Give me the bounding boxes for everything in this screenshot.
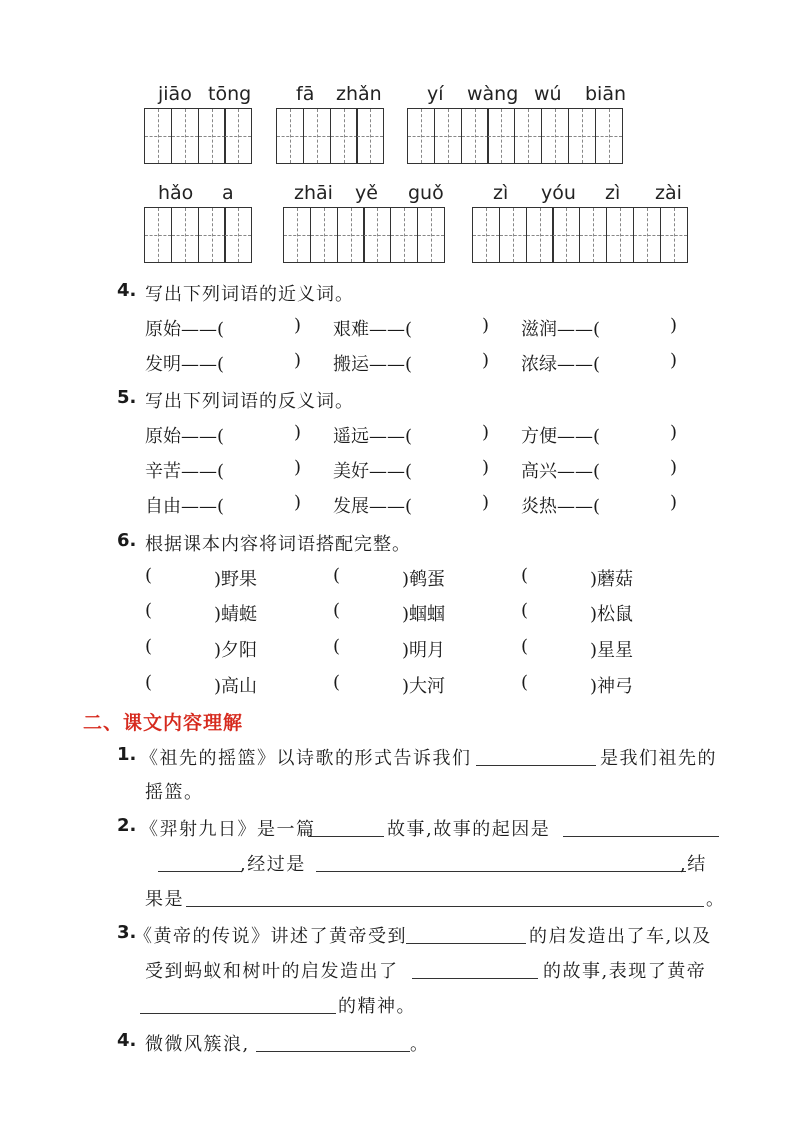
close-paren: ) — [670, 315, 678, 336]
question-text: 写出下列词语的反义词。 — [145, 391, 354, 412]
question-text: 《黄帝的传说》讲述了黄帝受到 — [134, 926, 407, 947]
close-paren: ) — [294, 457, 302, 478]
pinyin: a — [222, 182, 234, 204]
open-paren: ( — [145, 636, 153, 657]
match-word: )夕阳 — [214, 640, 258, 661]
open-paren: ( — [145, 565, 153, 586]
close-paren: ) — [294, 315, 302, 336]
pinyin: zì — [493, 182, 509, 204]
question-text: 。 — [706, 889, 726, 910]
question-number: 6. — [117, 530, 137, 551]
question-text: 《羿射九日》是一篇 — [140, 819, 316, 840]
answer-blank[interactable] — [186, 885, 704, 907]
question-text: 《祖先的摇篮》以诗歌的形式告诉我们 — [140, 748, 472, 769]
question-text: ,结 — [680, 854, 707, 875]
word-prompt: 搬运——( — [333, 354, 413, 375]
word-prompt: 高兴——( — [521, 461, 601, 482]
question-text: ,经过是 — [240, 854, 306, 875]
word-prompt: 美好——( — [333, 461, 413, 482]
open-paren: ( — [521, 600, 529, 621]
question-text: 根据课本内容将词语搭配完整。 — [145, 534, 411, 555]
open-paren: ( — [145, 672, 153, 693]
pinyin: zhāi — [294, 182, 333, 204]
question-number: 4. — [117, 280, 137, 301]
close-paren: ) — [670, 492, 678, 513]
match-word: )神弓 — [590, 676, 634, 697]
answer-blank[interactable] — [158, 850, 242, 872]
close-paren: ) — [294, 422, 302, 443]
writing-grid[interactable] — [472, 207, 687, 263]
close-paren: ) — [482, 350, 490, 371]
answer-blank[interactable] — [412, 957, 538, 979]
question-number: 3. — [117, 922, 137, 943]
word-prompt: 艰难——( — [333, 319, 413, 340]
question-text: 微微风簇浪, — [145, 1034, 250, 1055]
open-paren: ( — [333, 600, 341, 621]
match-word: )明月 — [402, 640, 446, 661]
match-word: )大河 — [402, 676, 446, 697]
close-paren: ) — [482, 422, 490, 443]
word-prompt: 炎热——( — [521, 496, 601, 517]
word-prompt: 发展——( — [333, 496, 413, 517]
answer-blank[interactable] — [256, 1030, 410, 1052]
close-paren: ) — [294, 492, 302, 513]
writing-grid[interactable] — [144, 207, 251, 263]
word-prompt: 发明——( — [145, 354, 225, 375]
question-number: 4. — [117, 1030, 137, 1051]
open-paren: ( — [333, 565, 341, 586]
answer-blank[interactable] — [406, 922, 526, 944]
match-word: )松鼠 — [590, 604, 634, 625]
pinyin: zhǎn — [336, 83, 382, 105]
answer-blank[interactable] — [140, 992, 336, 1014]
question-text: 写出下列词语的近义词。 — [145, 284, 354, 305]
writing-grid[interactable] — [276, 108, 383, 164]
question-text: 。 — [410, 1034, 430, 1055]
close-paren: ) — [670, 422, 678, 443]
question-text: 的启发造出了车,以及 — [529, 926, 712, 947]
writing-grid[interactable] — [407, 108, 622, 164]
match-word: )鹌蛋 — [402, 569, 446, 590]
match-word: )野果 — [214, 569, 258, 590]
match-word: )星星 — [590, 640, 634, 661]
open-paren: ( — [521, 565, 529, 586]
close-paren: ) — [482, 457, 490, 478]
match-word: )蘑菇 — [590, 569, 634, 590]
match-word: )蝈蝈 — [402, 604, 446, 625]
pinyin: biān — [585, 83, 627, 105]
word-prompt: 滋润——( — [521, 319, 601, 340]
open-paren: ( — [333, 636, 341, 657]
word-prompt: 辛苦——( — [145, 461, 225, 482]
question-text: 摇篮。 — [145, 782, 204, 803]
word-prompt: 遥远——( — [333, 426, 413, 447]
question-text: 受到蚂蚁和树叶的启发造出了 — [145, 961, 399, 982]
question-number: 5. — [117, 387, 137, 408]
pinyin: wàng — [467, 83, 519, 105]
open-paren: ( — [521, 636, 529, 657]
answer-blank[interactable] — [563, 815, 719, 837]
pinyin: zì — [605, 182, 621, 204]
close-paren: ) — [482, 492, 490, 513]
pinyin: guǒ — [408, 182, 444, 204]
pinyin: fā — [296, 83, 315, 105]
answer-blank[interactable] — [476, 744, 596, 766]
answer-blank[interactable] — [308, 815, 384, 837]
pinyin: yóu — [541, 182, 576, 204]
close-paren: ) — [482, 315, 490, 336]
close-paren: ) — [294, 350, 302, 371]
open-paren: ( — [145, 600, 153, 621]
section-title: 二、课文内容理解 — [83, 712, 244, 734]
writing-grid[interactable] — [283, 207, 444, 263]
question-text: 的精神。 — [338, 996, 416, 1017]
pinyin: jiāo — [158, 83, 192, 105]
word-prompt: 浓绿——( — [521, 354, 601, 375]
word-prompt: 原始——( — [145, 319, 225, 340]
open-paren: ( — [521, 672, 529, 693]
question-text: 的故事,表现了黄帝 — [543, 961, 707, 982]
match-word: )高山 — [214, 676, 258, 697]
writing-grid[interactable] — [144, 108, 251, 164]
question-number: 1. — [117, 744, 137, 765]
open-paren: ( — [333, 672, 341, 693]
pinyin: zài — [655, 182, 682, 204]
question-number: 2. — [117, 815, 137, 836]
question-text: 果是 — [145, 889, 184, 910]
close-paren: ) — [670, 350, 678, 371]
pinyin: yí — [427, 83, 444, 105]
pinyin: hǎo — [158, 182, 194, 204]
answer-blank[interactable] — [316, 850, 686, 872]
match-word: )蜻蜓 — [214, 604, 258, 625]
word-prompt: 自由——( — [145, 496, 225, 517]
pinyin: wú — [534, 83, 562, 105]
close-paren: ) — [670, 457, 678, 478]
word-prompt: 方便——( — [521, 426, 601, 447]
question-text: 故事,故事的起因是 — [387, 819, 551, 840]
pinyin: yě — [355, 182, 378, 204]
question-text: 是我们祖先的 — [600, 748, 717, 769]
pinyin: tōng — [208, 83, 252, 105]
word-prompt: 原始——( — [145, 426, 225, 447]
